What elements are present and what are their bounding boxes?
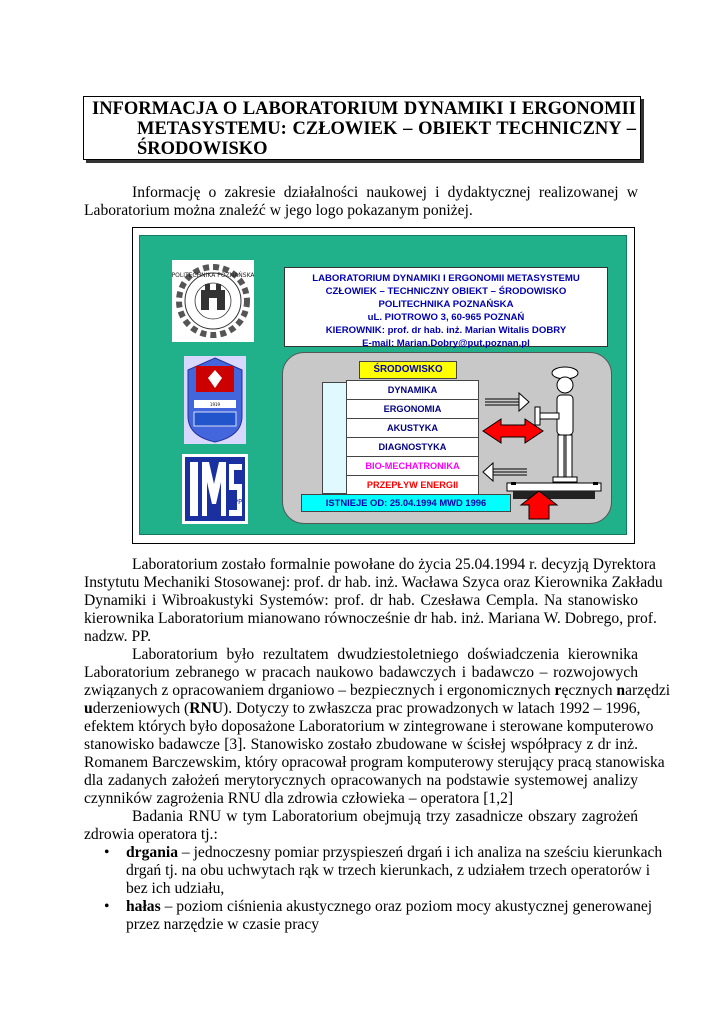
intro-line-2: Laboratorium można znaleźć w jego logo pokazanym poniżej. xyxy=(84,202,473,219)
wydzial-seal-icon xyxy=(184,356,246,444)
para1-line-5: nadzw. PP. xyxy=(84,628,151,645)
para2-line-3: związanych z opracowaniem drganiowo – bezpiecznych i ergonomicznych ręcznych narzędzi xyxy=(84,682,671,699)
politechnika-seal-icon xyxy=(172,260,254,342)
ims-pp-logo-icon xyxy=(182,454,248,524)
bullet-drgania-line-1: drgania – jednoczesny pomiar przyspieszeń drgań i ich analiza na sześciu kierunkach xyxy=(126,844,663,861)
metasystem-diagram xyxy=(282,352,612,524)
istnieje-label: ISTNIEJE OD: 25.04.1994 MWD 1996 xyxy=(301,494,511,512)
para2-line-9: czynników zagrożenia RNU dla zdrowia człowieka – operatora [1,2] xyxy=(84,790,514,807)
info-line-1: LABORATORIUM DYNAMIKI I ERGONOMII METASYSTEMU xyxy=(312,273,580,284)
stack-item: BIO-MECHATRONIKA xyxy=(346,456,479,476)
title-line-3: ŚRODOWISKO xyxy=(137,139,268,159)
para2-line-4: uderzeniowych (RNU). Dotyczy to zwłaszcza prac prowadzonych w latach 1992 – 1996, xyxy=(84,700,641,717)
para2-line-8: dla zadanych założeń merytorycznych opracowanych na podstawie systemowej analizy xyxy=(84,772,638,789)
stack-item: AKUSTYKA xyxy=(346,418,479,438)
para2-line-2: Laboratorium zebranego w pracach naukowo badawczych i badawczo – rozwojowych xyxy=(84,664,638,681)
info-line-4: uL. PIOTROWO 3, 60-965 POZNAŃ xyxy=(367,312,525,323)
para2-line-6: stanowisko badawcze [3]. Stanowisko zostało zbudowane w ścisłej współpracy z dr inż. xyxy=(84,736,638,753)
info-line-2: CZŁOWIEK – TECHNICZNY OBIEKT – ŚRODOWISKO xyxy=(325,286,567,297)
para1-line-4: kierownika Laboratorium mianowano równocześnie dr hab. inż. Mariana W. Dobrego, prof. xyxy=(84,610,657,627)
laboratory-logo xyxy=(132,227,635,544)
srodowisko-label: ŚRODOWISKO xyxy=(359,361,457,379)
topic-stack xyxy=(346,381,479,495)
bullet-drgania-line-2: drgań tj. na obu uchwytach rąk w trzech kierunkach, z udziałem trzech operatorów i xyxy=(126,862,651,879)
svg-text:1919: 1919 xyxy=(209,402,221,407)
title-line-2: METASYSTEMU: CZŁOWIEK – OBIEKT TECHNICZNY – xyxy=(137,119,636,139)
stack-item: DYNAMIKA xyxy=(346,380,479,400)
info-line-5: KIEROWNIK: prof. dr hab. inż. Marian Witalis DOBRY xyxy=(325,325,567,336)
svg-text:POLITECHNIKA POZNAŃSKA: POLITECHNIKA POZNAŃSKA xyxy=(172,272,254,279)
bullet-dot: • xyxy=(104,898,110,915)
para1-line-3: Dynamiki i Wibroakustyki Systemów: prof. dr hab. Czesława Cempla. Na stanowisko xyxy=(84,592,638,609)
svg-text:PP: PP xyxy=(233,498,243,506)
para1-line-1: Laboratorium zostało formalnie powołane do życia 25.04.1994 r. decyzją Dyrektora xyxy=(132,556,656,573)
para3-line-2: zdrowia operatora tj.: xyxy=(84,826,218,843)
para3-line-1: Badania RNU w tym Laboratorium obejmują trzy zasadnicze obszary zagrożeń xyxy=(132,808,638,825)
para2-line-7: Romanem Barczewskim, który opracował program komputerowy sterujący pracą stanowiska xyxy=(84,754,665,771)
title-line-1: INFORMACJA O LABORATORIUM DYNAMIKI I ERGONOMII xyxy=(92,99,636,119)
info-line-6: E-mail: Marian.Dobry@put.poznan.pl xyxy=(362,338,530,349)
para2-line-1: Laboratorium było rezultatem dwudziestoletniego doświadczenia kierownika xyxy=(132,646,638,663)
bullet-dot: • xyxy=(104,844,110,861)
diagram-column xyxy=(322,382,348,494)
stack-item: DIAGNOSTYKA xyxy=(346,437,479,457)
bullet-halas-line-2: przez narzędzie w czasie pracy xyxy=(126,916,320,933)
logo-background xyxy=(139,235,627,535)
bullet-drgania-line-3: bez ich udziału, xyxy=(126,880,225,897)
para2-line-5: efektem których było doposażone Laboratorium w zintegrowane i sterowane komputerowo xyxy=(84,718,654,735)
stack-item: ERGONOMIA xyxy=(346,399,479,419)
title-box xyxy=(83,96,641,160)
stack-item: PRZEPŁYW ENERGII xyxy=(346,475,479,495)
bullet-halas-line-1: hałas – poziom ciśnienia akustycznego oraz poziom mocy akustycznej generowanej xyxy=(126,898,653,915)
info-line-3: POLITECHNIKA POZNAŃSKA xyxy=(378,299,514,310)
para1-line-2: Instytutu Mechaniki Stosowanej: prof. dr hab. inż. Wacława Szyca oraz Kierownika Zakładu xyxy=(84,574,663,591)
laboratory-info-box xyxy=(284,267,608,347)
intro-line-1: Informację o zakresie działalności naukowej i dydaktycznej realizowanej w xyxy=(132,184,638,201)
